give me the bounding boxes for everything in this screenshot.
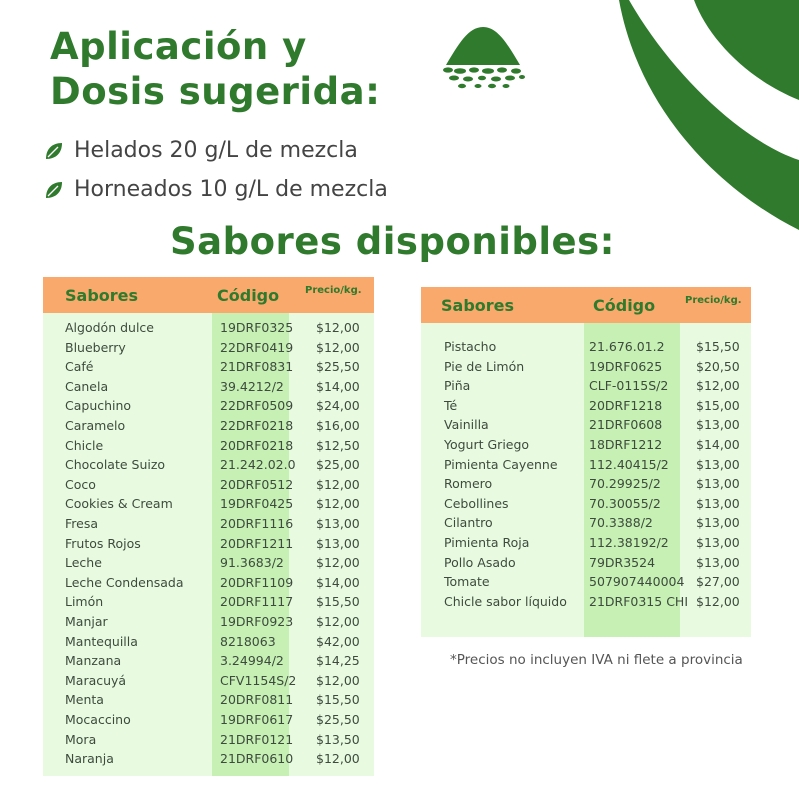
price-cell: $12,00 <box>696 378 740 394</box>
price-cell: $12,00 <box>316 339 360 355</box>
flavor-cell: Chicle sabor líquido <box>444 593 567 609</box>
table-row <box>43 357 374 377</box>
table-row <box>421 376 751 396</box>
table-row <box>43 730 374 750</box>
flavor-cell: Capuchino <box>65 398 132 414</box>
table-row <box>421 494 751 514</box>
flavor-cell: Algodón dulce <box>65 320 154 335</box>
table-row <box>421 592 751 612</box>
flavor-cell: Mantequilla <box>65 633 138 649</box>
table-row <box>43 396 374 416</box>
dose-text: Helados 20 g/L de mezcla <box>74 138 358 163</box>
code-cell: 70.30055/2 <box>589 495 661 511</box>
flavor-cell: Pollo Asado <box>444 554 516 570</box>
dose-item-helados <box>44 138 358 163</box>
price-cell: $15,00 <box>696 397 740 413</box>
header-price: Precio/kg. <box>305 285 362 296</box>
table-row <box>421 435 751 455</box>
code-cell: 112.38192/2 <box>589 535 669 550</box>
code-cell: 3.24994/2 <box>220 653 284 669</box>
price-cell: $20,50 <box>696 358 740 374</box>
table-row <box>43 612 374 632</box>
flavor-cell: Pistacho <box>444 339 497 354</box>
price-cell: $12,00 <box>696 593 740 609</box>
table-row <box>43 573 374 593</box>
table-row <box>43 710 374 730</box>
code-cell: CLF-0115S/2 <box>589 378 669 394</box>
table-row <box>421 415 751 435</box>
code-cell: 19DRF0325 <box>220 320 294 335</box>
price-cell: $12,00 <box>316 476 360 492</box>
flavor-cell: Romero <box>444 476 493 492</box>
flavor-cell: Naranja <box>65 751 114 767</box>
code-cell: 79DR3524 <box>589 554 656 570</box>
code-cell: 22DRF0509 <box>220 398 294 414</box>
flavors-title: Sabores disponibles: <box>170 220 615 263</box>
code-cell: 21DRF0831 <box>220 359 294 375</box>
price-cell: $12,00 <box>316 555 360 571</box>
header-code: Código <box>217 286 280 305</box>
flavor-cell: Caramelo <box>65 418 126 433</box>
flavor-cell: Manzana <box>65 653 122 669</box>
flavor-cell: Frutos Rojos <box>65 535 141 551</box>
dose-text: Horneados 10 g/L de mezcla <box>74 177 388 202</box>
table-row <box>421 396 751 416</box>
table-row <box>43 318 374 338</box>
code-cell: 112.40415/2 <box>589 456 669 472</box>
code-cell: 20DRF1211 <box>220 535 294 551</box>
price-cell: $15,50 <box>316 594 360 610</box>
table-header <box>43 277 374 313</box>
flavors-table-1 <box>43 277 374 776</box>
price-cell: $12,00 <box>316 614 360 629</box>
flavor-cell: Piña <box>444 378 471 394</box>
flavor-cell: Canela <box>65 378 109 394</box>
price-cell: $12,00 <box>316 496 360 512</box>
price-cell: $16,00 <box>316 418 360 433</box>
flavor-cell: Pimienta Cayenne <box>444 456 558 472</box>
price-cell: $24,00 <box>316 398 360 414</box>
price-cell: $13,00 <box>696 476 740 492</box>
code-cell: 19DRF0617 <box>220 712 294 727</box>
code-cell: 20DRF1116 <box>220 516 294 531</box>
flavor-cell: Leche Condensada <box>65 574 184 590</box>
price-cell: $13,00 <box>696 456 740 472</box>
table-row <box>421 357 751 377</box>
price-cell: $13,00 <box>316 535 360 551</box>
leaf-icon <box>44 180 64 200</box>
price-cell: $25,50 <box>316 712 360 727</box>
leaf-icon <box>44 141 64 161</box>
table-row <box>421 513 751 533</box>
title-line-1: Aplicación y <box>50 25 307 68</box>
code-cell: 8218063 <box>220 633 276 649</box>
table-row <box>421 474 751 494</box>
title-line-2: Dosis sugerida: <box>50 70 381 113</box>
code-cell: 70.3388/2 <box>589 515 653 531</box>
code-cell: 21.676.01.2 <box>589 339 665 354</box>
flavor-cell: Blueberry <box>65 339 126 355</box>
flavor-cell: Yogurt Griego <box>444 437 530 452</box>
price-cell: $13,00 <box>696 515 740 531</box>
page-title <box>50 24 380 114</box>
code-cell: 21DRF0610 <box>220 751 294 767</box>
price-cell: $13,00 <box>696 417 740 433</box>
table-row <box>43 416 374 436</box>
table-row <box>43 514 374 534</box>
price-cell: $42,00 <box>316 633 360 649</box>
table-row <box>43 690 374 710</box>
flavor-cell: Mocaccino <box>65 712 131 727</box>
flavor-cell: Coco <box>65 476 96 492</box>
code-cell: 21DRF0608 <box>589 417 663 433</box>
header-flavor: Sabores <box>441 296 515 315</box>
table-header <box>421 287 751 323</box>
flavor-cell: Chicle <box>65 437 104 453</box>
price-cell: $13,00 <box>696 495 740 511</box>
table-row <box>43 377 374 397</box>
code-cell: 21DRF0315 CHI <box>589 593 689 609</box>
price-cell: $13,50 <box>316 731 360 747</box>
price-cell: $25,50 <box>316 359 360 375</box>
flavors-table-2 <box>421 287 751 637</box>
price-cell: $12,00 <box>316 751 360 767</box>
price-cell: $14,00 <box>316 378 360 394</box>
flavor-cell: Pie de Limón <box>444 358 525 374</box>
table-row <box>43 475 374 495</box>
code-cell: 21DRF0121 <box>220 731 294 747</box>
flavor-cell: Vainilla <box>444 417 489 433</box>
price-cell: $27,00 <box>696 574 740 590</box>
price-cell: $15,50 <box>696 339 740 354</box>
flavor-cell: Tomate <box>444 574 490 590</box>
code-cell: 19DRF0425 <box>220 496 294 512</box>
table-row <box>43 592 374 612</box>
code-cell: 39.4212/2 <box>220 378 284 394</box>
code-cell: 18DRF1212 <box>589 437 663 452</box>
code-cell: 91.3683/2 <box>220 555 284 571</box>
price-cell: $13,00 <box>696 535 740 550</box>
code-cell: 19DRF0625 <box>589 358 663 374</box>
table-row <box>43 534 374 554</box>
price-cell: $13,00 <box>316 516 360 531</box>
code-cell: CFV1154S/2 <box>220 672 297 688</box>
flavor-cell: Pimienta Roja <box>444 535 530 550</box>
price-cell: $15,50 <box>316 692 360 708</box>
table-row <box>421 337 751 357</box>
flavor-cell: Leche <box>65 555 102 571</box>
table-row <box>43 749 374 769</box>
table-row <box>43 455 374 475</box>
code-cell: 20DRF0811 <box>220 692 294 708</box>
header-price: Precio/kg. <box>685 295 742 306</box>
price-cell: $12,00 <box>316 672 360 688</box>
code-cell: 21.242.02.0 <box>220 457 296 473</box>
table-row <box>43 436 374 456</box>
flavor-cell: Manjar <box>65 614 108 629</box>
code-cell: 20DRF1218 <box>589 397 663 413</box>
table-row <box>421 533 751 553</box>
flavor-cell: Limón <box>65 594 104 610</box>
code-cell: 20DRF1117 <box>220 594 294 610</box>
flavor-cell: Cebollines <box>444 495 509 511</box>
flavor-cell: Fresa <box>65 516 99 531</box>
code-cell: 507907440004 <box>589 574 685 590</box>
flavor-cell: Chocolate Suizo <box>65 457 166 473</box>
table-row <box>43 338 374 358</box>
corner-swoosh-decoration <box>599 0 799 230</box>
code-cell: 20DRF0218 <box>220 437 294 453</box>
flavor-cell: Mora <box>65 731 97 747</box>
table-row <box>421 455 751 475</box>
table-row <box>421 572 751 592</box>
powder-pile-icon <box>438 25 528 90</box>
price-cell: $14,00 <box>696 437 740 452</box>
table-row <box>421 553 751 573</box>
code-cell: 20DRF1109 <box>220 574 294 590</box>
code-cell: 22DRF0218 <box>220 418 294 433</box>
code-cell: 20DRF0512 <box>220 476 294 492</box>
flavor-cell: Cookies & Cream <box>65 496 173 512</box>
code-cell: 19DRF0923 <box>220 614 294 629</box>
price-cell: $13,00 <box>696 554 740 570</box>
price-cell: $12,50 <box>316 437 360 453</box>
flavor-cell: Café <box>65 359 94 375</box>
price-cell: $12,00 <box>316 320 360 335</box>
price-cell: $25,00 <box>316 457 360 473</box>
dose-item-horneados <box>44 177 388 202</box>
table-row <box>43 651 374 671</box>
flavor-cell: Cilantro <box>444 515 493 531</box>
table-row <box>43 632 374 652</box>
price-cell: $14,25 <box>316 653 360 669</box>
price-cell: $14,00 <box>316 574 360 590</box>
flavor-cell: Maracuyá <box>65 672 127 688</box>
price-note: *Precios no incluyen IVA ni flete a provincia <box>450 652 743 668</box>
table-row <box>43 671 374 691</box>
code-cell: 22DRF0419 <box>220 339 294 355</box>
flavor-cell: Té <box>444 397 458 413</box>
header-flavor: Sabores <box>65 286 139 305</box>
table-row <box>43 553 374 573</box>
flavor-cell: Menta <box>65 692 104 708</box>
code-cell: 70.29925/2 <box>589 476 661 492</box>
header-code: Código <box>593 296 656 315</box>
table-row <box>43 494 374 514</box>
